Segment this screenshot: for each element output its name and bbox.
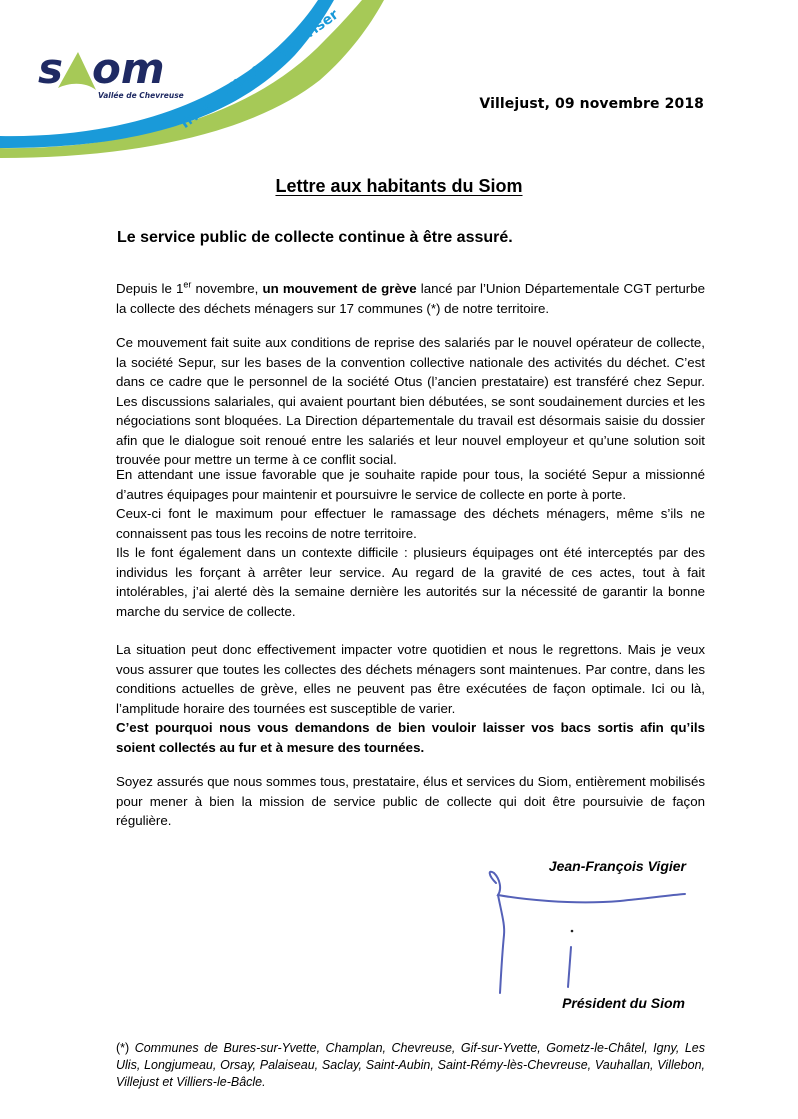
paragraph-1: Depuis le 1er novembre, un mouvement de grève lancé par l’Union Départementale CGT perturbe la collecte des déchets ménagers sur 17 communes (*) de notre territoire. (116, 279, 705, 316)
paragraph-3: En attendant une issue favorable que je souhaite rapide pour tous, la société Sepur a missionné d’autres équipages pour maintenir et poursuivre le service de collecte en porte à porte. Ceux-ci font le maximum pour effectuer le ramassage des déchets ménagers, même s’ils ne connaissent pas tous les recoins de notre territoire. Ils le font également dans un contexte difficile : plusieurs équipages ont été interceptés par des individus les forçant à arrêter leur service. Au regard de la gravité de ces actes, tout à fait intolérables, j’ai alerté dès la semaine dernière les autorités sur la nécessité de garantir la bonne marche du service de collecte. (116, 467, 705, 619)
logo-swoosh-icon (0, 0, 400, 160)
siom-logo (0, 0, 400, 160)
communes-footnote: (*) Communes de Bures-sur-Yvette, Champlan, Chevreuse, Gif-sur-Yvette, Gometz-le-Châtel, Igny, Les Ulis, Longjumeau, Orsay, Palaiseau, Saclay, Saint-Aubin, Saint-Rémy-lès-Chevreuse, Vauhallan, Villebon, Villejust et Villiers-le-Bâcle. (116, 1041, 705, 1089)
svg-text:Vallée de Chevreuse: Vallée de Chevreuse (98, 91, 184, 100)
letter-title: Lettre aux habitants du Siom (275, 176, 523, 196)
paragraph-2: Ce mouvement fait suite aux conditions de reprise des salariés par le nouvel opérateur de collecte, la société Sepur, sur les bases de la convention collective nationale des activités du déchet. C’est dans ce cadre que le personnel de la société Otus (l’ancien prestataire) est transféré chez Sepur. Les discussions salariales, qui avaient pourtant bien débutées, se sont soudainement durcies et les négociations sont bloquées. La Direction départementale du travail est désormais saisie du dossier afin que le dialogue soit renoué entre les salariés et leur nouvel employeur et qu’une solution soit trouvée pour mettre un terme à ce conflit social. (116, 335, 705, 467)
paragraph-5: Soyez assurés que nous sommes tous, prestataire, élus et services du Siom, entièrement mobilisés pour mener à bien la mission de service public de collecte qui doit être poursuivie de façon régulière. (116, 774, 705, 828)
svg-text:om: om (92, 44, 165, 93)
handwritten-signature-icon (480, 865, 700, 1005)
signer-name: Jean-François Vigier (548, 858, 686, 874)
svg-text:Trier, Collecter, Valoriser: Trier, Collecter, Valoriser (175, 6, 342, 134)
letter-date: Villejust, 09 novembre 2018 (479, 96, 704, 112)
strike-emphasis: un mouvement de grève (262, 281, 417, 296)
paragraph-4: La situation peut donc effectivement impacter votre quotidien et nous le regrettons. Mais je veux vous assurer que toutes les collectes des déchets ménagers sont maintenues. Par contre, dans les conditions actuelles de grève, elles ne peuvent pas être exécutées de façon optimale. Ici ou là, l’amplitude horaire des tournées est susceptible de varier. C’est pourquoi nous vous demandons de bien vouloir laisser vos bacs sortis afin qu’ils soient collectés au fur et à mesure des tournées. (116, 640, 705, 757)
svg-text:s: s (38, 44, 63, 93)
letter-subtitle: Le service public de collecte continue à être assuré. (117, 229, 513, 246)
bins-request: C’est pourquoi nous vous demandons de bien vouloir laisser vos bacs sortis afin qu’ils soient collectés au fur et à mesure des tournées. (116, 720, 705, 755)
signer-role: Président du Siom (562, 995, 685, 1011)
